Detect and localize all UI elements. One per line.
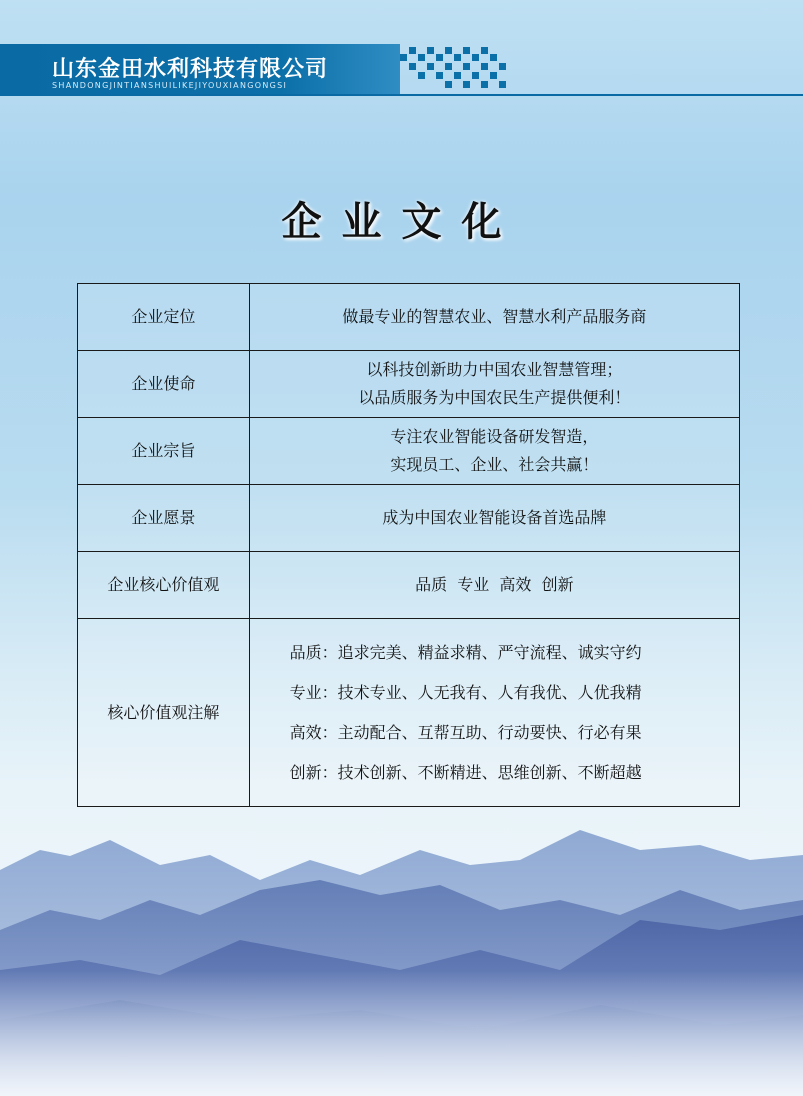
value-line: 创新：技术创新、不断精进、思维创新、不断超越 — [289, 762, 642, 782]
value-line: 品质：追求完美、精益求精、严守流程、诚实守约 — [289, 642, 642, 662]
header-band — [0, 44, 803, 96]
row-label: 企业核心价值观 — [78, 552, 250, 619]
value-line: 品质 专业 高效 创新 — [415, 575, 574, 594]
value-line: 专业：技术专业、人无我有、人有我优、人优我精 — [289, 682, 642, 702]
row-label: 核心价值观注解 — [78, 619, 250, 807]
value-line: 成为中国农业智能设备首选品牌 — [382, 508, 607, 527]
table-row — [78, 351, 740, 418]
value-line: 以科技创新助力中国农业智慧管理； — [366, 360, 623, 379]
table-row — [78, 418, 740, 485]
company-pinyin: SHANDONGJINTIANSHUILIKEJIYOUXIANGONGSI — [52, 81, 288, 90]
row-value — [249, 619, 739, 807]
row-value — [249, 485, 739, 552]
table-row — [78, 485, 740, 552]
page-title: 企业文化 — [281, 198, 522, 245]
row-value — [249, 284, 739, 351]
row-value — [249, 552, 739, 619]
row-value — [249, 418, 739, 485]
row-value — [249, 351, 739, 418]
value-line: 以品质服务为中国农民生产提供便利！ — [358, 388, 631, 407]
header-mosaic-decoration — [400, 44, 510, 96]
table-row — [78, 619, 740, 807]
value-line: 专注农业智能设备研发智造， — [390, 427, 599, 446]
row-label: 企业使命 — [78, 351, 250, 418]
row-label: 企业宗旨 — [78, 418, 250, 485]
row-label: 企业定位 — [78, 284, 250, 351]
table-row — [78, 284, 740, 351]
value-line: 高效：主动配合、互帮互助、行动要快、行必有果 — [289, 722, 642, 742]
table-row — [78, 552, 740, 619]
value-line: 做最专业的智慧农业、智慧水利产品服务商 — [342, 307, 647, 326]
culture-table — [77, 283, 740, 807]
company-name: 山东金田水利科技有限公司 — [52, 57, 329, 82]
mountain-landscape-illustration — [0, 820, 803, 1096]
row-label: 企业愿景 — [78, 485, 250, 552]
value-line: 实现员工、企业、社会共赢！ — [390, 455, 599, 474]
